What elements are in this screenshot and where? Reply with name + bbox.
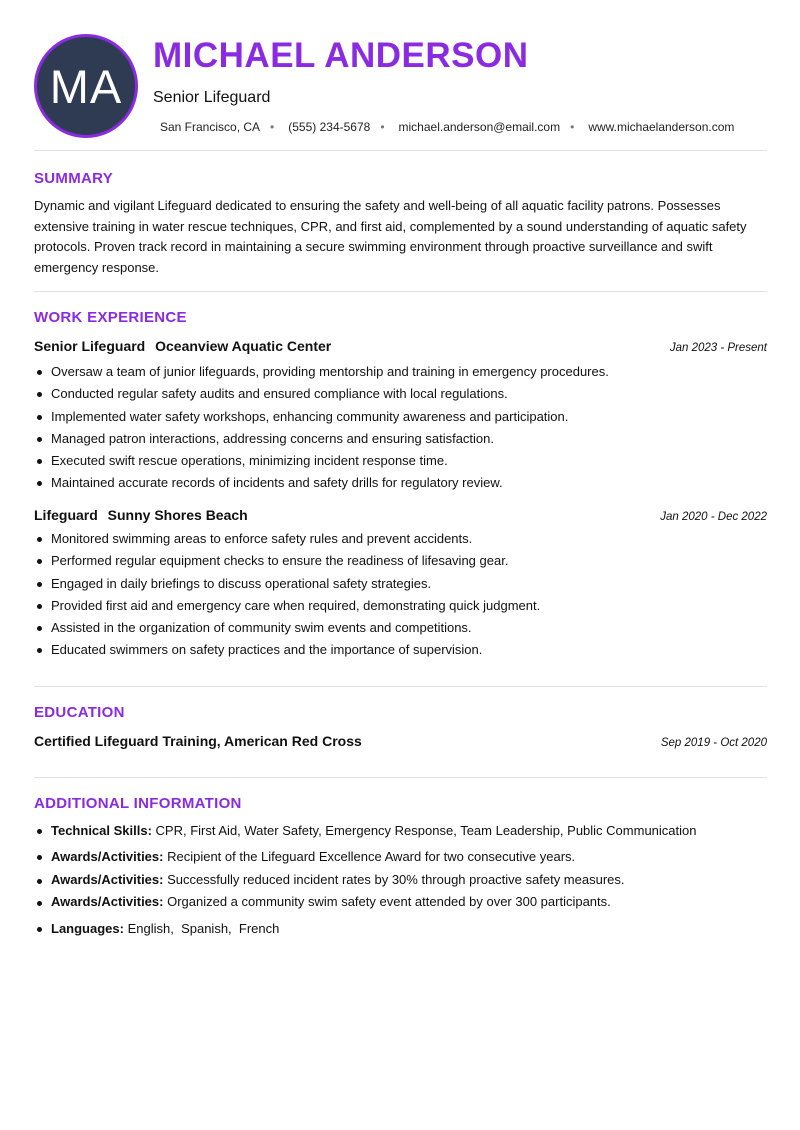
list-item: [34, 845, 696, 869]
list-item: Executed swift rescue operations, minimizing incident response time.: [34, 450, 609, 472]
section-divider: [34, 686, 767, 687]
separator-dot: •: [270, 120, 275, 134]
list-item: Provided first aid and emergency care when required, demonstrating quick judgment.: [34, 595, 540, 617]
education-dates: Sep 2019 - Oct 2020: [660, 737, 767, 749]
list-item: Monitored swimming areas to enforce safety rules and prevent accidents.: [34, 528, 540, 550]
job-bullets: [34, 361, 609, 495]
section-divider: [34, 777, 767, 778]
item-label: Technical Skills:: [51, 823, 152, 838]
list-item: [34, 917, 696, 941]
contact-email[interactable]: michael.anderson@email.com: [398, 120, 561, 134]
section-divider: [34, 291, 767, 292]
education-heading: EDUCATION: [34, 704, 125, 721]
job-role: Lifeguard: [34, 507, 98, 523]
list-item: Managed patron interactions, addressing concerns and ensuring satisfaction.: [34, 428, 609, 450]
job-company: Sunny Shores Beach: [107, 507, 248, 523]
list-item: Conducted regular safety audits and ensured compliance with local regulations.: [34, 383, 609, 405]
job-role: Senior Lifeguard: [34, 338, 146, 354]
contact-info: [160, 120, 734, 134]
item-text: CPR, First Aid, Water Safety, Emergency Response, Team Leadership, Public Communication: [155, 823, 697, 838]
additional-list: [34, 819, 696, 941]
job-header: [34, 507, 767, 523]
contact-phone: (555) 234-5678: [288, 120, 371, 134]
item-text: Recipient of the Lifeguard Excellence Award for two consecutive years.: [167, 849, 576, 864]
item-label: Awards/Activities:: [51, 849, 164, 864]
item-text: Successfully reduced incident rates by 30% through proactive safety measures.: [167, 872, 625, 887]
additional-heading: ADDITIONAL INFORMATION: [34, 795, 242, 812]
item-label: Awards/Activities:: [51, 872, 164, 887]
item-label: Awards/Activities:: [51, 894, 164, 909]
list-item: Educated swimmers on safety practices and the importance of supervision.: [34, 639, 540, 661]
list-item: [34, 869, 696, 891]
job-company: Oceanview Aquatic Center: [155, 338, 332, 354]
list-item: Oversaw a team of junior lifeguards, providing mentorship and training in emergency procedures.: [34, 361, 609, 383]
avatar-initials: MA: [49, 59, 123, 113]
separator-dot: •: [570, 120, 575, 134]
education-title: Certified Lifeguard Training, American Red Cross: [34, 733, 362, 749]
job-header: [34, 338, 767, 354]
list-item: [34, 819, 696, 843]
list-item: Implemented water safety workshops, enhancing community awareness and participation.: [34, 406, 609, 428]
section-divider: [34, 150, 767, 151]
list-item: Performed regular equipment checks to ensure the readiness of lifesaving gear.: [34, 550, 540, 572]
summary-text: Dynamic and vigilant Lifeguard dedicated to ensuring the safety and well-being of all aquatic facility patrons. Possesses extensive training in water rescue techniques, CPR, and first aid, complemented by a sound understanding of aquatic safety protocols. Proven track record in maintaining a secure swimming environment through proactive surveillance and swift emergency response.: [34, 198, 747, 275]
candidate-name: MICHAEL ANDERSON: [153, 36, 529, 75]
list-item: [34, 891, 696, 913]
list-item: Maintained accurate records of incidents and safety drills for regulatory review.: [34, 472, 609, 494]
item-text: Organized a community swim safety event attended by over 300 participants.: [167, 894, 611, 909]
job-bullets: [34, 528, 540, 662]
job-dates: Jan 2020 - Dec 2022: [660, 511, 767, 523]
avatar: [34, 34, 138, 138]
contact-website[interactable]: www.michaelanderson.com: [588, 120, 735, 134]
job-dates: Jan 2023 - Present: [669, 342, 767, 354]
item-label: Languages:: [51, 921, 124, 936]
separator-dot: •: [380, 120, 385, 134]
item-text: English, Spanish, French: [127, 921, 280, 936]
education-entry: [34, 733, 767, 749]
summary-heading: SUMMARY: [34, 170, 114, 187]
contact-location: San Francisco, CA: [160, 120, 261, 134]
list-item: Assisted in the organization of community swim events and competitions.: [34, 617, 540, 639]
list-item: Engaged in daily briefings to discuss operational safety strategies.: [34, 573, 540, 595]
experience-heading: WORK EXPERIENCE: [34, 309, 187, 326]
candidate-title: Senior Lifeguard: [153, 89, 271, 106]
